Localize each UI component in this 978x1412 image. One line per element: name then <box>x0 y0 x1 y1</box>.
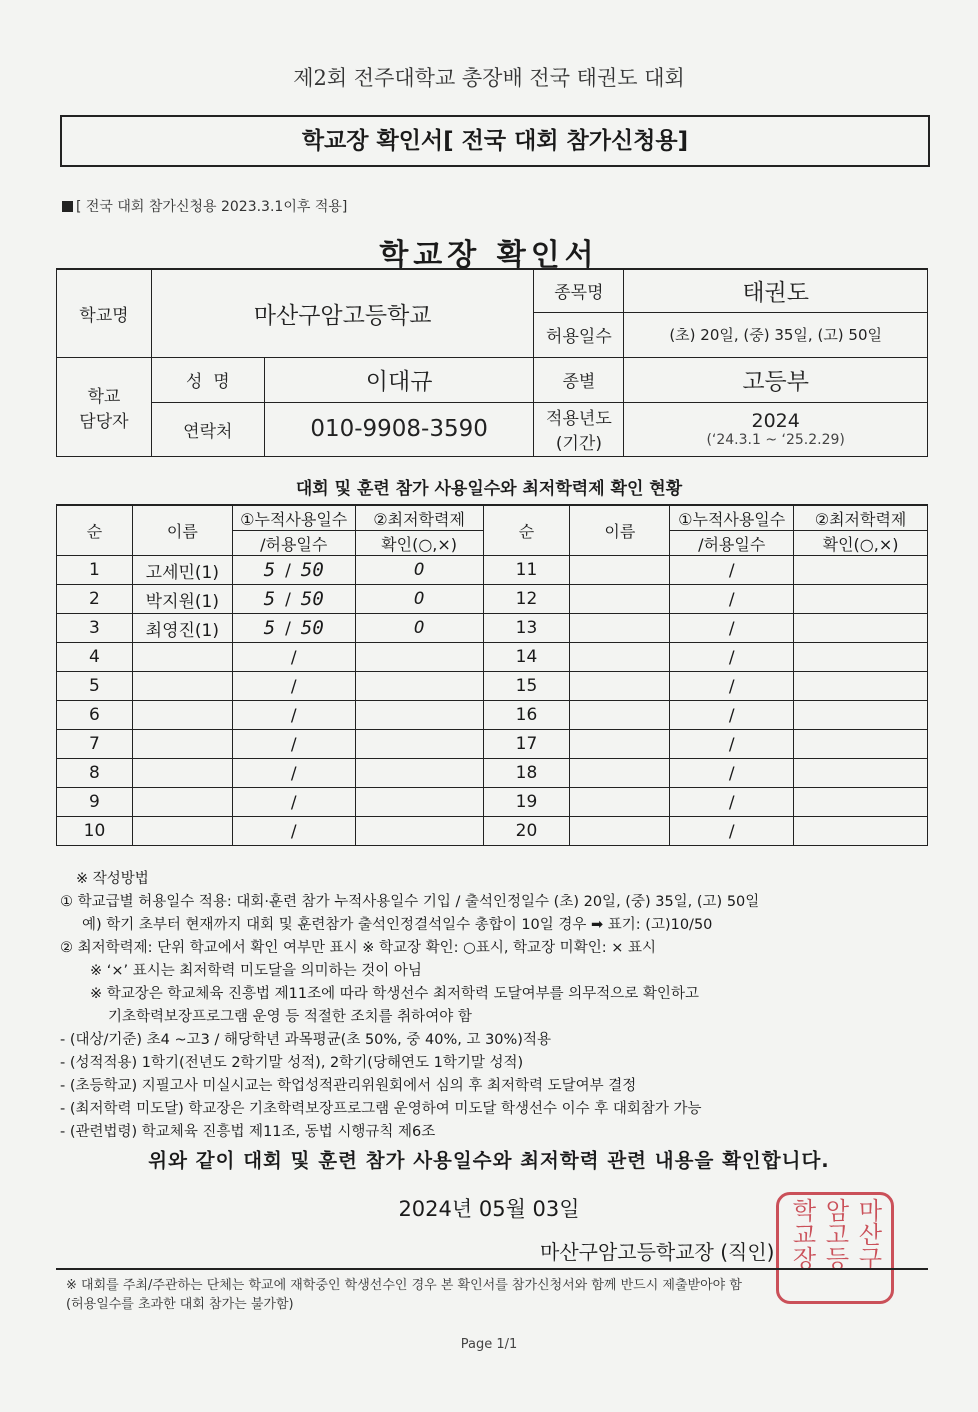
days-cell <box>232 556 355 585</box>
days-cell <box>670 701 794 730</box>
allowed-days: 50 <box>300 559 324 581</box>
slash: / <box>290 648 297 668</box>
days-cell <box>670 759 794 788</box>
row-check <box>794 643 928 672</box>
row-no: 14 <box>483 643 570 672</box>
row-no: 8 <box>57 759 133 788</box>
table-row <box>57 788 928 817</box>
note-line: - (대상/기준) 초4 ~고3 / 해당학년 과목평균(초 50%, 중 40%, 고 30%)적용 <box>60 1032 551 1048</box>
row-check <box>355 672 483 701</box>
footer-note: ※ 대회를 주최/주관하는 단체는 학교에 재학중인 학생선수인 경우 본 확인서를 참가신청서와 함께 반드시 제출받아야 함 (허용일수를 초과한 대회 참가는 불가함) <box>66 1278 742 1312</box>
note-line: ※ ‘×’ 표시는 최저학력 미도달을 의미하는 것이 아님 <box>90 963 422 979</box>
col-name: 이름 <box>132 505 232 556</box>
row-name <box>132 701 232 730</box>
slash: / <box>728 735 735 755</box>
slash: / <box>290 677 297 697</box>
table-row <box>57 817 928 846</box>
days-cell <box>232 672 355 701</box>
col-no: 순 <box>57 505 133 556</box>
manager-label: 학교 담당자 <box>57 357 152 456</box>
slash: / <box>290 764 297 784</box>
slash: / <box>290 793 297 813</box>
row-no: 19 <box>483 788 570 817</box>
table-row <box>57 643 928 672</box>
year-label: 적용년도 (기간) <box>534 402 624 456</box>
note-line: - (관련법령) 학교체육 진흥법 제11조, 동법 시행규칙 제6조 <box>60 1124 436 1140</box>
row-no: 3 <box>57 614 133 643</box>
note-line: - (성적적용) 1학기(전년도 2학기말 성적), 2학기(당해연도 1학기말 성적) <box>60 1055 524 1071</box>
row-no: 2 <box>57 585 133 614</box>
row-name <box>570 730 670 759</box>
row-name <box>132 672 232 701</box>
row-check <box>794 817 928 846</box>
slash: / <box>290 735 297 755</box>
note-line: ① 학교급별 허용일수 적용: 대회·훈련 참가 누적사용일수 기입 / 출석인정일수 (초) 20일, (중) 35일, (고) 50일 <box>60 894 760 910</box>
table-header-row-1 <box>57 505 928 531</box>
instructions <box>60 868 940 1144</box>
table-row <box>57 614 928 643</box>
table-row <box>57 730 928 759</box>
row-name: 최영진(1) <box>132 614 232 643</box>
row-name <box>132 730 232 759</box>
sport-value: 태권도 <box>624 269 928 312</box>
col-check-sub-right: 확인(○,×) <box>794 531 928 556</box>
row-name <box>570 817 670 846</box>
slash: / <box>728 561 735 581</box>
principal-signature: 마산구암고등학교장 (직인) <box>540 1240 775 1264</box>
form-note: [ 전국 대회 참가신청용 2023.3.1이후 적용] <box>62 196 347 216</box>
row-no: 9 <box>57 788 133 817</box>
row-check <box>794 672 928 701</box>
row-name: 박지원(1) <box>132 585 232 614</box>
row-name <box>570 759 670 788</box>
allowed-days: 50 <box>300 588 324 610</box>
used-days: 5 <box>263 559 276 581</box>
contact-label: 연락처 <box>151 402 264 456</box>
days-cell <box>232 585 355 614</box>
row-no: 16 <box>483 701 570 730</box>
row-check <box>794 614 928 643</box>
row-name <box>132 788 232 817</box>
box-title: 학교장 확인서[ 전국 대회 참가신청용] <box>60 115 930 167</box>
days-cell <box>670 817 794 846</box>
row-check <box>794 585 928 614</box>
slash: / <box>290 706 297 726</box>
row-check: O <box>355 614 483 643</box>
note-line: ② 최저학력제: 단위 학교에서 확인 여부만 표시 ※ 학교장 확인: ○표시, 학교장 미확인: × 표시 <box>60 940 656 956</box>
row-check: O <box>355 585 483 614</box>
days-cell <box>232 817 355 846</box>
days-cell <box>232 614 355 643</box>
note-line: ※ 학교장은 학교체육 진흥법 제11조에 따라 학생선수 최저학력 도달여부를 의무적으로 확인하고 <box>90 986 699 1002</box>
row-check <box>355 788 483 817</box>
col-no-right: 순 <box>483 505 570 556</box>
row-no: 4 <box>57 643 133 672</box>
row-name <box>570 672 670 701</box>
slash: / <box>728 706 735 726</box>
days-cell <box>232 759 355 788</box>
col-days-sub-right: /허용일수 <box>670 531 794 556</box>
slash: / <box>285 619 291 639</box>
period-value: (‘24.3.1 ~ ‘25.2.29) <box>706 432 845 448</box>
category-label: 종별 <box>534 357 624 402</box>
days-cell <box>670 643 794 672</box>
row-no: 5 <box>57 672 133 701</box>
days-cell <box>232 730 355 759</box>
row-check <box>794 788 928 817</box>
row-no: 18 <box>483 759 570 788</box>
slash: / <box>728 764 735 784</box>
slash: / <box>285 561 291 581</box>
main-title: 학교장 확인서 <box>379 238 599 273</box>
col-check-sub: 확인(○,×) <box>355 531 483 556</box>
info-table <box>56 268 928 457</box>
school-label: 학교명 <box>57 269 152 357</box>
allowed-label: 허용일수 <box>534 312 624 357</box>
year-cell <box>624 402 928 456</box>
col-days-sub: /허용일수 <box>232 531 355 556</box>
school-name: 마산구암고등학교 <box>151 269 534 357</box>
allowed-value: (초) 20일, (중) 35일, (고) 50일 <box>624 312 928 357</box>
row-no: 11 <box>483 556 570 585</box>
row-no: 13 <box>483 614 570 643</box>
slash: / <box>290 822 297 842</box>
days-cell <box>232 643 355 672</box>
note-line: - (초등학교) 지필고사 미실시교는 학업성적관리위원회에서 심의 후 최저학력 도달여부 결정 <box>60 1078 637 1094</box>
table-row <box>57 585 928 614</box>
row-check <box>355 759 483 788</box>
days-cell <box>670 730 794 759</box>
sport-label: 종목명 <box>534 269 624 312</box>
seal-characters: 마 산 구 암 고 등 학 교 장 <box>788 1198 882 1270</box>
days-cell <box>670 672 794 701</box>
row-check <box>794 701 928 730</box>
row-no: 10 <box>57 817 133 846</box>
days-cell <box>670 556 794 585</box>
row-check <box>794 556 928 585</box>
row-name <box>570 788 670 817</box>
row-no: 17 <box>483 730 570 759</box>
row-name <box>570 643 670 672</box>
row-no: 12 <box>483 585 570 614</box>
days-cell <box>232 701 355 730</box>
days-cell <box>670 585 794 614</box>
section-title: 대회 및 훈련 참가 사용일수와 최저학력제 확인 현황 <box>295 479 683 499</box>
days-cell <box>670 788 794 817</box>
allowed-days: 50 <box>300 617 324 639</box>
table-row <box>57 701 928 730</box>
note-line: - (최저학력 미도달) 학교장은 기초학력보장프로그램 운영하여 미도달 학생선수 이수 후 대회참가 가능 <box>60 1101 702 1117</box>
row-no: 6 <box>57 701 133 730</box>
participation-table <box>56 504 928 846</box>
row-name <box>570 614 670 643</box>
col-name-right: 이름 <box>570 505 670 556</box>
row-check <box>355 817 483 846</box>
page-number: Page 1/1 <box>460 1337 518 1352</box>
slash: / <box>728 793 735 813</box>
square-bullet-icon <box>62 201 73 212</box>
note-line: 예) 학기 초부터 현재까지 대회 및 훈련참가 출석인정결석일수 총합이 10일 경우 ➡ 표기: (고)10/50 <box>82 917 713 933</box>
used-days: 5 <box>263 588 276 610</box>
note-line: ※ 작성방법 <box>76 871 149 887</box>
row-check <box>355 643 483 672</box>
note-line: 기초학력보장프로그램 운영 등 적절한 조치를 취하여야 함 <box>108 1009 472 1025</box>
category-value: 고등부 <box>624 357 928 402</box>
row-check <box>355 730 483 759</box>
official-seal-icon <box>776 1192 894 1304</box>
row-no: 20 <box>483 817 570 846</box>
row-check: O <box>355 556 483 585</box>
slash: / <box>728 619 735 639</box>
row-name <box>132 817 232 846</box>
row-name <box>132 759 232 788</box>
confirm-statement: 위와 같이 대회 및 훈련 참가 사용일수와 최저학력 관련 내용을 확인합니다. <box>148 1149 830 1172</box>
event-title: 제2회 전주대학교 총장배 전국 태권도 대회 <box>293 66 685 90</box>
row-check <box>794 759 928 788</box>
days-cell <box>232 788 355 817</box>
days-cell <box>670 614 794 643</box>
table-row <box>57 556 928 585</box>
row-no: 1 <box>57 556 133 585</box>
name-label: 성 명 <box>151 357 264 402</box>
slash: / <box>728 822 735 842</box>
row-check <box>355 701 483 730</box>
row-name <box>132 643 232 672</box>
row-check <box>794 730 928 759</box>
manager-name: 이대규 <box>264 357 534 402</box>
year-value: 2024 <box>751 410 800 432</box>
table-row <box>57 759 928 788</box>
row-name <box>570 701 670 730</box>
row-no: 7 <box>57 730 133 759</box>
slash: / <box>285 590 291 610</box>
col-days-right: ①누적사용일수 <box>670 505 794 531</box>
contact-value: 010-9908-3590 <box>264 402 534 456</box>
footer-divider <box>56 1268 928 1270</box>
row-name: 고세민(1) <box>132 556 232 585</box>
slash: / <box>728 677 735 697</box>
slash: / <box>728 590 735 610</box>
col-check-right: ②최저학력제 <box>794 505 928 531</box>
slash: / <box>728 648 735 668</box>
col-check: ②최저학력제 <box>355 505 483 531</box>
row-name <box>570 585 670 614</box>
table-row <box>57 672 928 701</box>
signing-date: 2024년 05월 03일 <box>398 1197 580 1221</box>
row-name <box>570 556 670 585</box>
row-no: 15 <box>483 672 570 701</box>
col-days: ①누적사용일수 <box>232 505 355 531</box>
used-days: 5 <box>263 617 276 639</box>
